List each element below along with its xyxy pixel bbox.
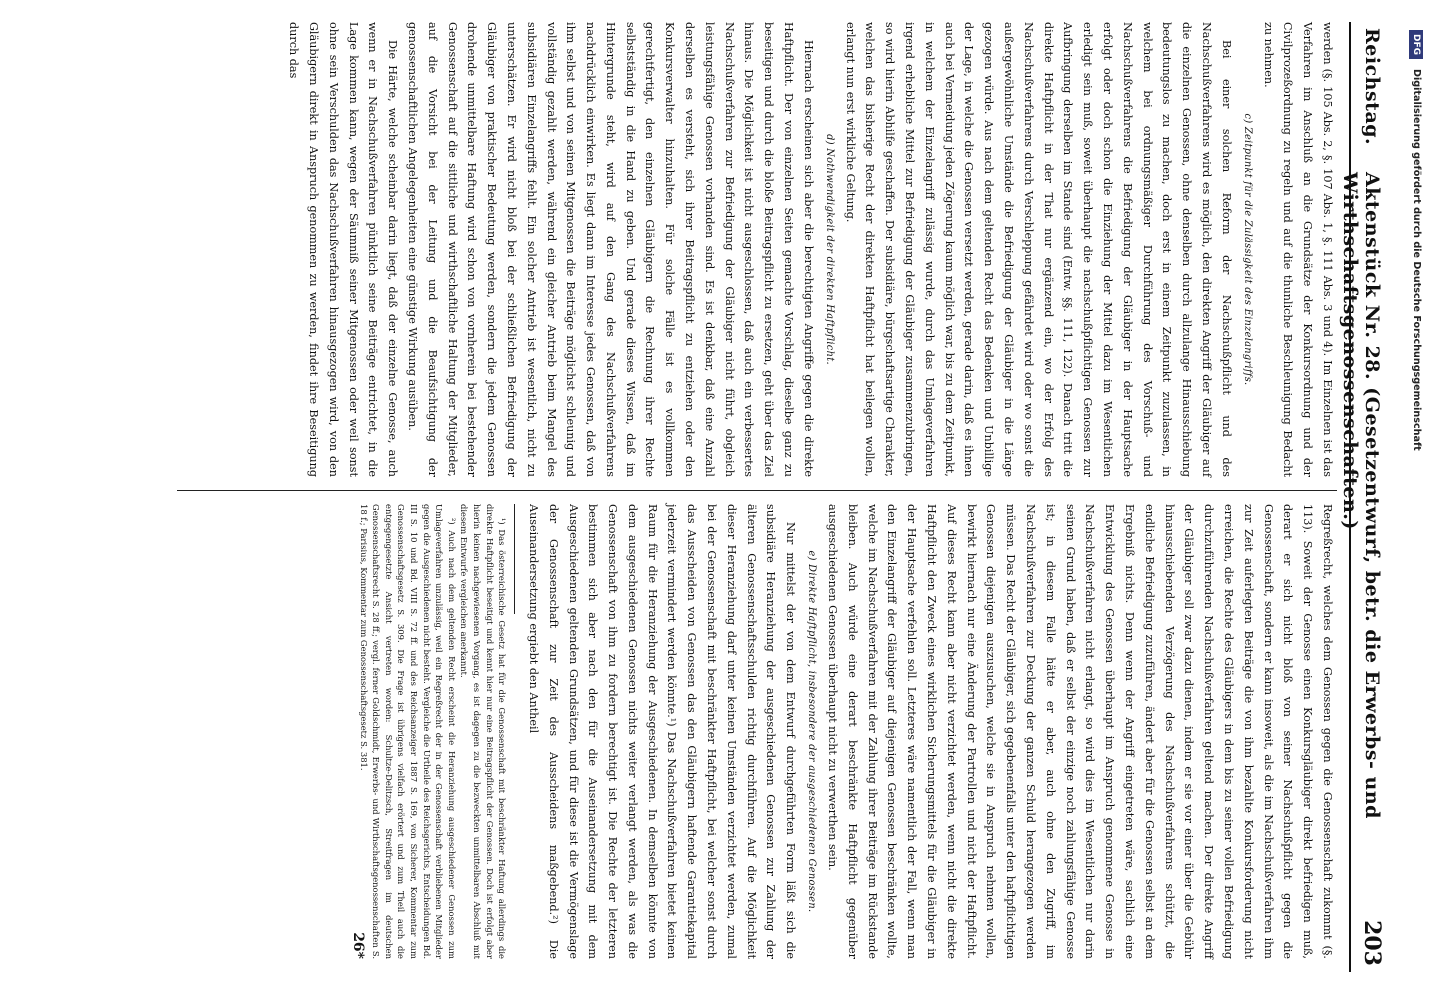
left-column [283, 22, 1337, 477]
footnote-2: ²) Auch nach dem geltenden Recht erscheint die Heranziehung ausgeschiedener Genossen zum Umlageverfahren unzulässig, weil ein Regreßrecht der in der Genossenschaft verbliebenen Mitglieder gegen die Ausgeschiedenen nicht besteht. Vergleiche die Urtheile des Reichsgerichts, Entscheidungen Bd. III S. 10 und Bd. VIII S. 72 ff. und des Reichsanzeiger 1887 S. 169, von Sicherer, Kommentar zum Genossenschaftsgesetz S. 309. Die Frage ist übrigens vielfach erörtert und zum Theil auch die entgegengesetzte Ansicht vertreten worden: Schultze-Delitzsch, Streitfragen im deutschen Genossenschaftsrecht S. 28 ff.; vergl. ferner Goldschmidt, Erwerbs- und Wirthschaftsgenossenschaften S. 18 f.; Parisius, Kommentar zum Genossenschaftsgesetz S. 381. [358, 504, 457, 959]
right-column [349, 504, 1337, 959]
left-paragraph-2: Bei einer solchen Reform der Nachschußpflicht und des Nachschußverfahrens wird es möglich, den direkten Angriff der Gläubiger auf die einzelnen Genossen, ohne denselben durch allzulange Hinausschiebung bedeutungslos zu machen, doch erst in einem Zeitpunkt zuzulassen, in welchem bei ordnungsmäßiger Durchführung des Vorschuß- und Nachschußverfahrens die Befriedigung der Gläubiger in der Hauptsache erfolgt oder doch schon die Einziehung der Mittel dazu im Wesentlichen erledigt sein muß, soweit überhaupt die nachschußpflichtigen Genossen zur Aufbringung derselben im Stande sind (Entw. §§. 111, 122). Danach tritt die direkte Haftpflicht in der That nur ergänzend ein, wo der Erfolg des Nachschußverfahrens durch Verschleppung gefährdet wird oder wo sonst die außergewöhnliche Umstände die Befriedigung der Gläubiger in die Länge gezogen würde. Aus nach dem geltenden Recht das Bedenken und Unbillige der Lage, in welche die Genossen versetzt werden, gerade darin, daß es ihnen auch bei Vermeidung jeden Zögerung kaum möglich war, bis zu dem Zeitpunkt, in welchem der Einzelangriff zulässig wurde, durch das Umlageverfahren irgend erhebliche Mittel zur Befriedigung der Gläubiger zusammenzubringen, so wird hierin Abhilfe geschaffen. Der subsidiäre, bürgschaftsartige Charakter, welchen das bisherige Recht der direkten Haftpflicht hat beilegen wollen, erlangt nun erst wirkliche Geltung. [843, 22, 1233, 477]
right-subhead-e: e) Direkte Haftpflicht, insbesondere der ausgeschiedenen Genossen. [806, 550, 818, 913]
sheet-signature: 26* [349, 932, 366, 959]
dfg-logo: DFG [1409, 30, 1423, 59]
side-note [1405, 30, 1427, 980]
left-paragraph-4: Die Härte, welche scheinbar darin liegt, daß der einzelne Genosse, auch wenn er in Nachschußverfahren pünktlich seine Beiträge entrichtet, in die Lage kommen kann, wegen der Säumniß seiner Mitgenossen oder weil sonst ohne sein Verschulden das Nachschußverfahren hinausgezogen wird, von den Gläubigern direkt in Anspruch genommen zu werden, findet ihre Beseitigung durch das [287, 22, 400, 477]
header-title: Aktenstück Nr. 28. (Gesetzentwurf, betr. die Erwerbs- und Wirthschaftsgenossenschaften.) [1339, 172, 1383, 819]
header-left: Reichstag. [1361, 28, 1383, 146]
left-paragraph-3: Hiernach erscheinen sich aber die berechtigten Angriffe gegen die direkte Haftpflicht. Der von einzelnen Seiten gemachte Vorschlag, dieselbe ganz zu beseitigen und durch die bloße Beitragspflicht zu ersetzen, geht über das Ziel hinaus. Die Möglichkeit ist nicht ausgeschlossen, daß auch ein verbessertes Nachschußverfahren zur Befriedigung der Gläubiger nicht führt, obgleich leistungsfähige Genossen vorhanden sind. Es ist denkbar, daß eine Anzahl derselben es versteht, sich ihrer Beitragspflicht zu entziehen oder den Konkursverwalter hinzuhalten. Für solche Fälle ist es vollkommen gerechtfertigt, den einzelnen Gläubigern die Rechnung ihrer Rechte selbstständig in die Hand zu geben. Und gerade dieses Wissen, daß im Hintergrunde steht, wird auf den Gang des Nachschußverfahrens nachdrücklich einwirken. Es liegt dann im Interesse jedes Genossen, daß von ihm selbst und von seinen Mitgenossen die Beiträge möglichst schleunig und vollständig gezahlt werden, während ein gleicher Antrieb beim Mangel des subsidiären Einzelangriffs fehlt. Ein solcher Antrieb ist wesentlich, nicht zu unterschätzen. Er wird nicht bloß bei der schließlichen Befriedigung der Gläubiger von praktischer Bedeutung werden, sondern die jedem Genossen drohende unmittelbare Haftung wird schon von vornherein bei bestehender Genossenschaft auf die sittliche und wirthschaftliche Haltung der Mitglieder, auf die Vorsicht bei der Leitung und die Beaufsichtigung der genossenschaftlichen Angelegenheiten eine günstige Wirkung ausüben. [405, 22, 815, 477]
footnote-1: ¹) Das österreichische Gesetz hat für die Genossenschaft mit beschränkter Haftung allerdings die direkte Haftpflicht beseitigt und kennt hier nur eine Beitragspflicht der Genossen. Doch ist erfolgt aber hierin keinen nachgewiesenen Vorgang, es ist dagegen zu die bezweckten unmittelbaren Abschluß mit diesem Entwurfe vergleichen anerkannt. [459, 504, 508, 959]
right-paragraph-1: Regreßrecht, welches dem Genossen gegen die Genossenschaft zukommt (§. 113). Soweit der Genosse einen Konkursgläubiger direkt befriedigen muß, derart er sich nicht bloß von seiner Nachschußpflicht gegen die Genossenschaft, sondern er kann insoweit, als die im Nachschußverfahren ihm zur Zeit auferlegten Beiträge die von ihm bezahlte Konkursforderung nicht erreichen, die Rechte des Gläubigers in dem bis zu seiner vollen Befriedigung durchzuführenden Nachschußverfahren geltend machen. Der direkte Angriff der Gläubiger soll zwar dazu dienen, indem er sie vor einer über die Gebühr hinausschiebenden Verzögerung des Nachschußverfahrens schützt, die endliche Befriedigung zuzuführen, ändert aber für die Genossen selbst an dem Ergebniß nichts. Denn wenn der Angriff eingetreten wäre, sachlich eine Entwicklung des Genossen überhaupt im Anspruch genommene Genosse in Nachschußverfahren nicht erlangt, so wird dies im Wesentlichen nur darin seinen Grund haben, daß er selbst der einzige noch zahlungsfähige Genosse ist; in diesem Falle hätte er aber, auch ohne den Zugriff, im Nachschußverfahren zur Deckung der ganzen Schuld herangezogen werden müssen. Das Recht der Gläubiger, sich gegebenenfalls unter den haftpflichtigen Genossen diejenigen auszusuchen, welche sie in Anspruch nehmen wollen, bewirkt hiernach nur eine Änderung der Partrollen und nicht der Haftpflicht. Auf dieses Recht kann aber nicht verzichtet werden, wenn nicht die direkte Haftpflicht den Zweck eines wirklichen Sicherungsmittels für die Gläubiger in der Hauptsache verfehlen soll. Letzteres wäre namentlich der Fall, wenn man den Einzelangriff der Gläubiger auf diejenigen Genossen beschränken wollte, welche im Nachschußverfahren mit der Zahlung ihrer Beiträge im Rückstande bleiben. Auch würde eine derart beschränkte Haftpflicht gegenüber ausgeschiedenen Genossen überhaupt nicht zu verwerthen sein. [826, 504, 1334, 959]
left-subhead-c: c) Zeitpunkt für die Zulässigkeit des Einzelangriffs. [1241, 113, 1253, 386]
left-subhead-d: d) Nothwendigkeit der direkten Haftpflicht. [823, 134, 835, 365]
right-paragraph-2: Nur mittelst der von dem Entwurf durchgeführten Form läßt sich die subsidiäre Heranziehung der ausgeschiedenen Genossen zur Zahlung der älteren Genossenschaftsschulden richtig durchführen. Auf die Möglichkeit dieser Heranziehung darf unter keinen Umständen verzichtet werden, zumal bei der Genossenschaft mit beschränkter Haftpflicht, bei welcher sonst durch das Ausscheiden von Genossen das den Gläubigern haftende Garantiekapital jederzeit vermindert werden könnte.¹) Das Nachschußverfahren bietet keinen Raum für die Heranziehung der Ausgeschiedenen. In demselben könnte von dem ausgeschiedenen Genossen nichts weiter verlangt werden, als was die Genossenschaft von ihm zu fordern berechtigt ist. Die Rechte der letzteren bestimmen sich aber nach den für die Auseinandersetzung mit dem Ausgeschiedenen geltenden Grundsätzen, und für diese ist die Vermögenslage der Genossenschaft zur Zeit des Ausscheidens maßgebend.²) Die Auseinandersetzung ergiebt den Antheil [526, 504, 798, 959]
page-header [1339, 22, 1395, 972]
footnote-rule [514, 504, 515, 614]
page-number: 203 [1359, 920, 1385, 966]
digitization-credit: Digitalisierung gefördert durch die Deutsche Forschungsgemeinschaft [1411, 69, 1422, 451]
rotated-page [15, 22, 1395, 972]
left-paragraph-1: werden (§. 105 Abs. 2, §. 107 Abs. 1, §. 111 Abs. 3 und 4). Im Einzelnen ist das Verfahren im Anschluß an die Grundsätze der Konkursordnung und der Civilprozeßordnung zu regeln und auf die thunliche Beschleunigung Bedacht zu nehmen. [1261, 22, 1334, 477]
column-divider [177, 490, 1337, 491]
